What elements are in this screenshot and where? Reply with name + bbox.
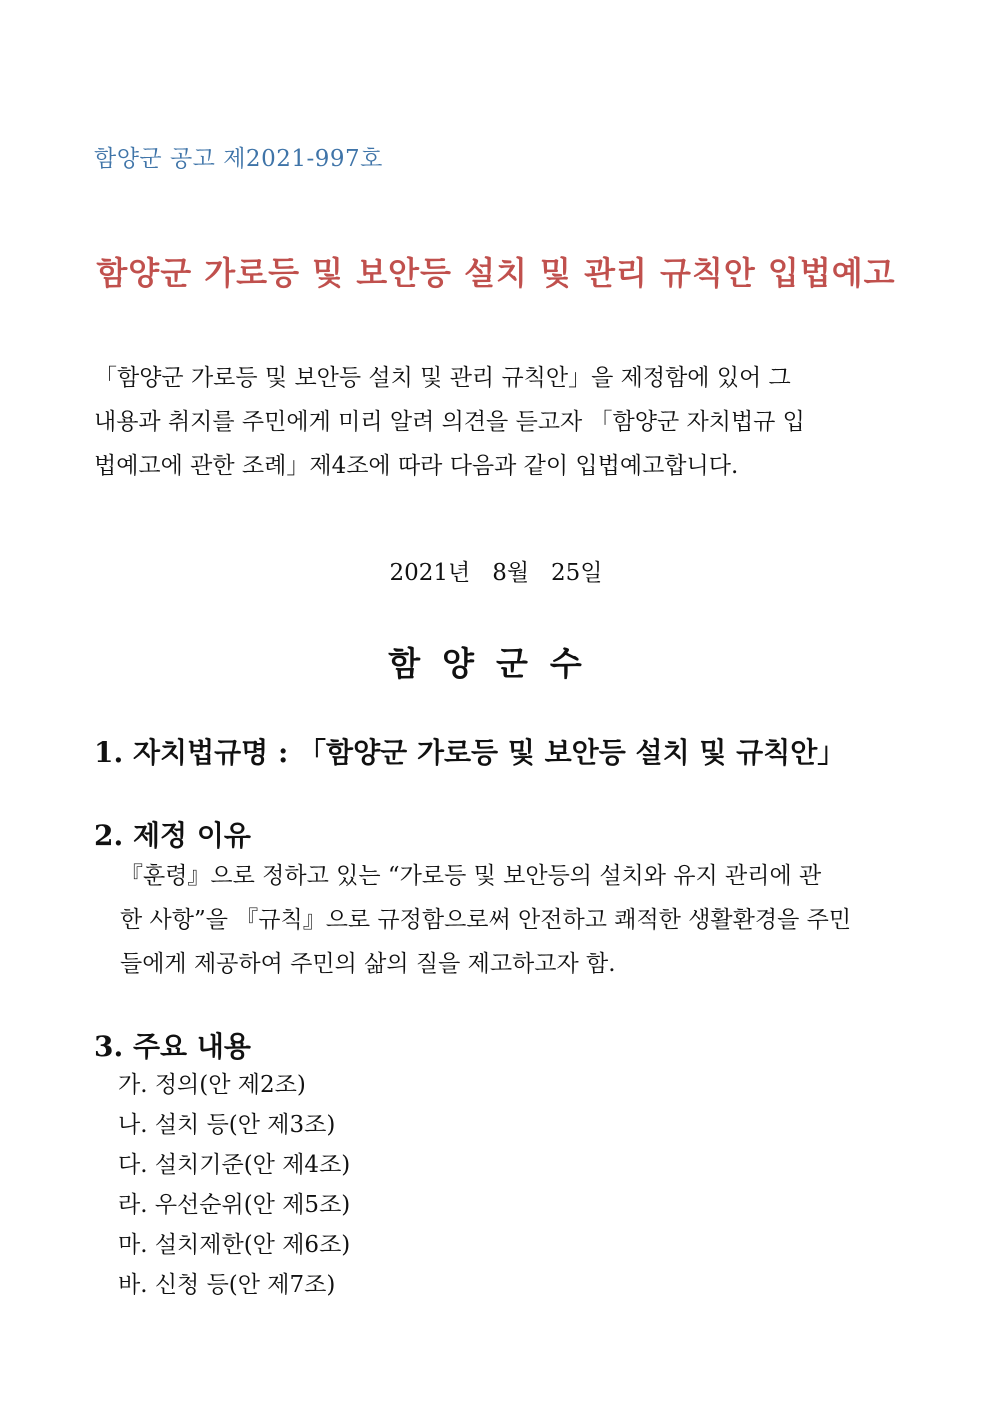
content-heading: 3. 주요 내용: [94, 1030, 251, 1063]
document-title: 함양군 가로등 및 보안등 설치 및 관리 규칙안 입법예고: [96, 254, 896, 292]
notice-number: 함양군 공고 제2021-997호: [94, 146, 383, 172]
list-item: 다. 설치기준(안 제4조): [118, 1152, 351, 1178]
intro-line: 「함양군 가로등 및 보안등 설치 및 관리 규칙안」을 제정함에 있어 그: [94, 365, 791, 391]
reason-heading: 2. 제정 이유: [94, 819, 251, 852]
list-item: 라. 우선순위(안 제5조): [118, 1192, 351, 1218]
signer: 함양군수: [388, 644, 604, 683]
reason-line: 들에게 제공하여 주민의 삶의 질을 제고하고자 함.: [120, 951, 616, 977]
reason-line: 한 사항”을 『규칙』으로 규정함으로써 안전하고 쾌적한 생활환경을 주민: [120, 907, 852, 933]
content-list: [118, 1065, 350, 1305]
law-name-heading: 1. 자치법규명 : 「함양군 가로등 및 보안등 설치 및 규칙안」: [94, 736, 846, 769]
notice-date: 2021년 8월 25일: [389, 560, 603, 586]
reason-line: 『훈령』으로 정하고 있는 “가로등 및 보안등의 설치와 유지 관리에 관: [120, 863, 822, 889]
intro-line: 법예고에 관한 조례」제4조에 따라 다음과 같이 입법예고합니다.: [94, 453, 739, 479]
intro-paragraph: [94, 356, 898, 488]
list-item: 나. 설치 등(안 제3조): [118, 1112, 336, 1138]
reason-paragraph: [120, 854, 898, 986]
list-item: 마. 설치제한(안 제6조): [118, 1232, 351, 1258]
list-item: 가. 정의(안 제2조): [118, 1072, 306, 1098]
intro-line: 내용과 취지를 주민에게 미리 알려 의견을 듣고자 「함양군 자치법규 입: [94, 409, 805, 435]
list-item: 바. 신청 등(안 제7조): [118, 1272, 336, 1298]
